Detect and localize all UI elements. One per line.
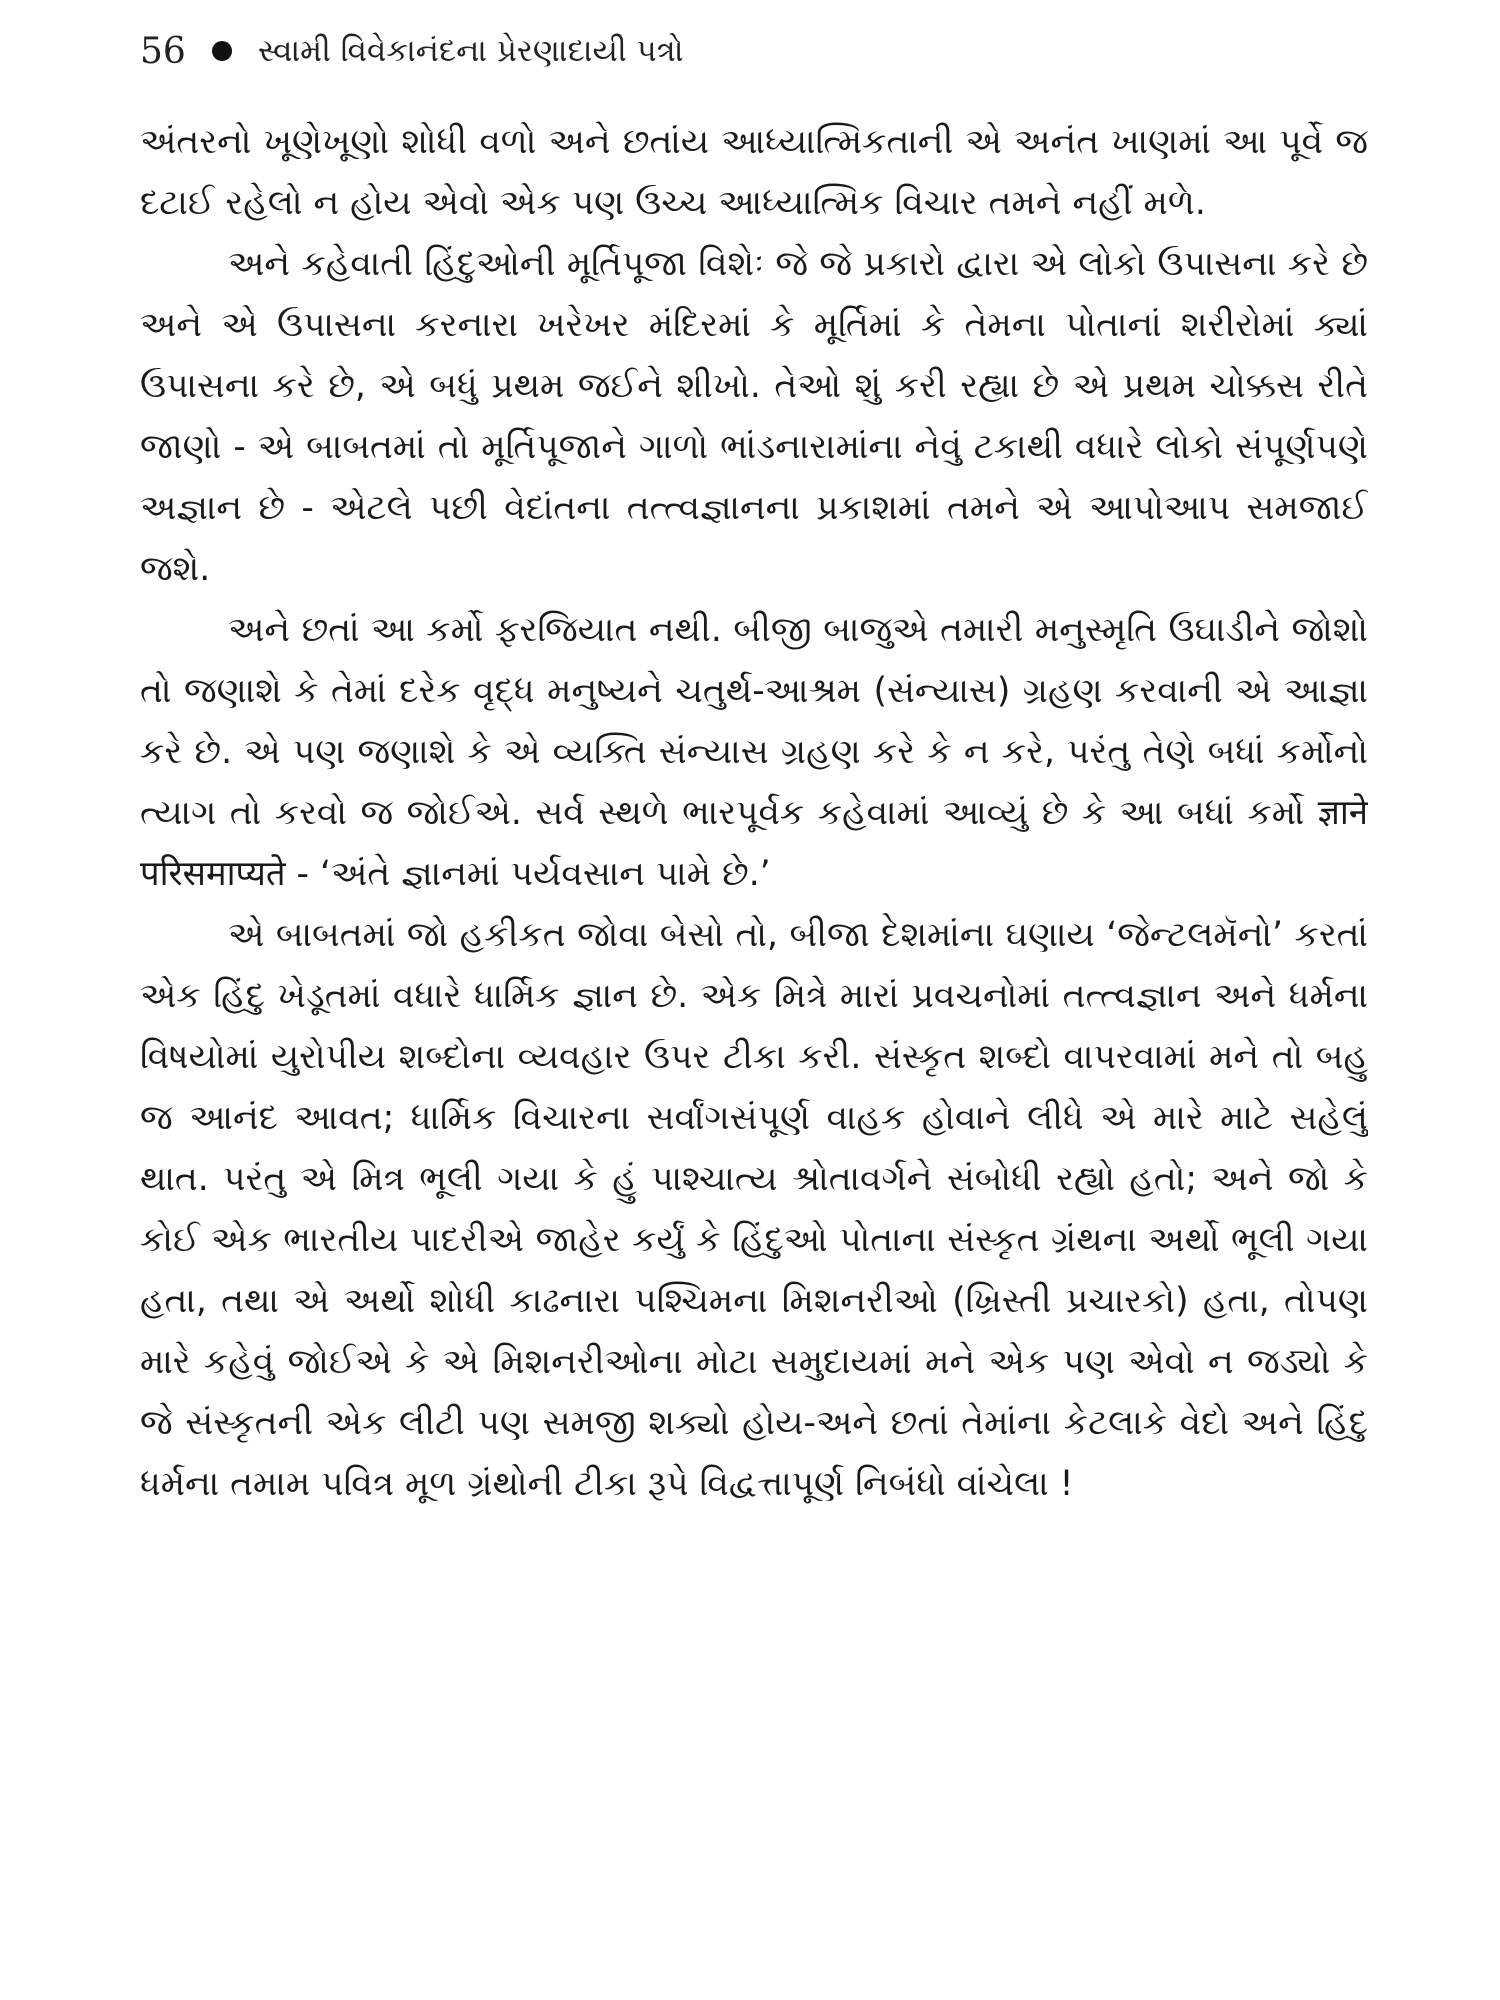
body-text xyxy=(140,112,1368,1982)
running-header xyxy=(140,26,684,76)
paragraph-1: અંતરનો ખૂણેખૂણો શોધી વળો અને છતાંય આધ્યાત્મિકતાની એ અનંત ખાણમાં આ પૂર્વે જ દટાઈ રહેલો ન હોય એવો એક પણ ઉચ્ચ આધ્યાત્મિક વિચાર તમને નહીં મળે. xyxy=(140,122,1368,223)
bullet-icon xyxy=(212,41,232,61)
paragraph-2: અને કહેવાતી હિંદુઓની મૂર્તિપૂજા વિશેઃ જે જે પ્રકારો દ્વારા એ લોકો ઉપાસના કરે છે અને એ ઉપાસના કરનારા ખરેખર મંદિરમાં કે મૂર્તિમાં કે તેમના પોતાનાં શરીરોમાં ક્યાં ઉપાસના કરે છે, એ બધું પ્રથમ જઈને શીખો. તેઓ શું કરી રહ્યા છે એ પ્રથમ ચોક્કસ રીતે જાણો - એ બાબતમાં તો મૂર્તિપૂજાને ગાળો ભાંડનારામાંના નેવું ટકાથી વધારે લોકો સંપૂર્ણપણે અજ્ઞાન છે - એટલે પછી વેદાંતના તત્ત્વજ્ઞાનના પ્રકાશમાં તમને એ આપોઆપ સમજાઈ જશે. xyxy=(140,244,1368,589)
paragraph-3: અને છતાં આ કર્મો ફરજિયાત નથી. બીજી બાજુએ તમારી મનુસ્મૃતિ ઉઘાડીને જોશો તો જણાશે કે તેમાં દરેક વૃદ્ધ મનુષ્યને ચતુર્થ-આશ્રમ (સંન્યાસ) ગ્રહણ કરવાની એ આજ્ઞા કરે છે. એ પણ જણાશે કે એ વ્યક્તિ સંન્યાસ ગ્રહણ કરે કે ન કરે, પરંતુ તેણે બધાં કર્મોનો ત્યાગ તો કરવો જ જોઈએ. સર્વ સ્થળે ભારપૂર્વક કહેવામાં આવ્યું છે કે આ બધાં કર્મો ज्ञाने परिसमाप्यते - ‘અંતે જ્ઞાનમાં પર્યવસાન પામે છે.’ xyxy=(140,610,1368,894)
page-number: 56 xyxy=(140,30,186,72)
book-title: સ્વામી વિવેકાનંદના પ્રેરણાદાયી પત્રો xyxy=(257,32,684,69)
paragraph-4: એ બાબતમાં જો હકીકત જોવા બેસો તો, બીજા દેશમાંના ઘણાય ‘જેન્ટલમૅનો’ કરતાં એક હિંદુ ખેડૂતમાં વધારે ધાર્મિક જ્ઞાન છે. એક મિત્રે મારાં પ્રવચનોમાં તત્ત્વજ્ઞાન અને ધર્મના વિષયોમાં યુરોપીય શબ્દોના વ્યવહાર ઉપર ટીકા કરી. સંસ્કૃત શબ્દો વાપરવામાં મને તો બહુ જ આનંદ આવત; ધાર્મિક વિચારના સર્વાંગસંપૂર્ણ વાહક હોવાને લીધે એ મારે માટે સહેલું થાત. પરંતુ એ મિત્ર ભૂલી ગયા કે હું પાશ્ચાત્ય શ્રોતાવર્ગને સંબોધી રહ્યો હતો; અને જો કે કોઈ એક ભારતીય પાદરીએ જાહેર કર્યું કે હિંદુઓ પોતાના સંસ્કૃત ગ્રંથના અર્થો ભૂલી ગયા હતા, તથા એ અર્થો શોધી કાઢનારા પશ્ચિમના મિશનરીઓ (ખ્રિસ્તી પ્રચારકો) હતા, તોપણ મારે કહેવું જોઈએ કે એ મિશનરીઓના મોટા સમુદાયમાં મને એક પણ એવો ન જડ્યો કે જે સંસ્કૃતની એક લીટી પણ સમજી શક્યો હોય-અને છતાં તેમાંના કેટલાકે વેદો અને હિંદુ ધર્મના તમામ પવિત્ર મૂળ ગ્રંથોની ટીકા રૂપે વિદ્વત્તાપૂર્ણ નિબંધો વાંચેલા ! xyxy=(140,915,1368,1504)
